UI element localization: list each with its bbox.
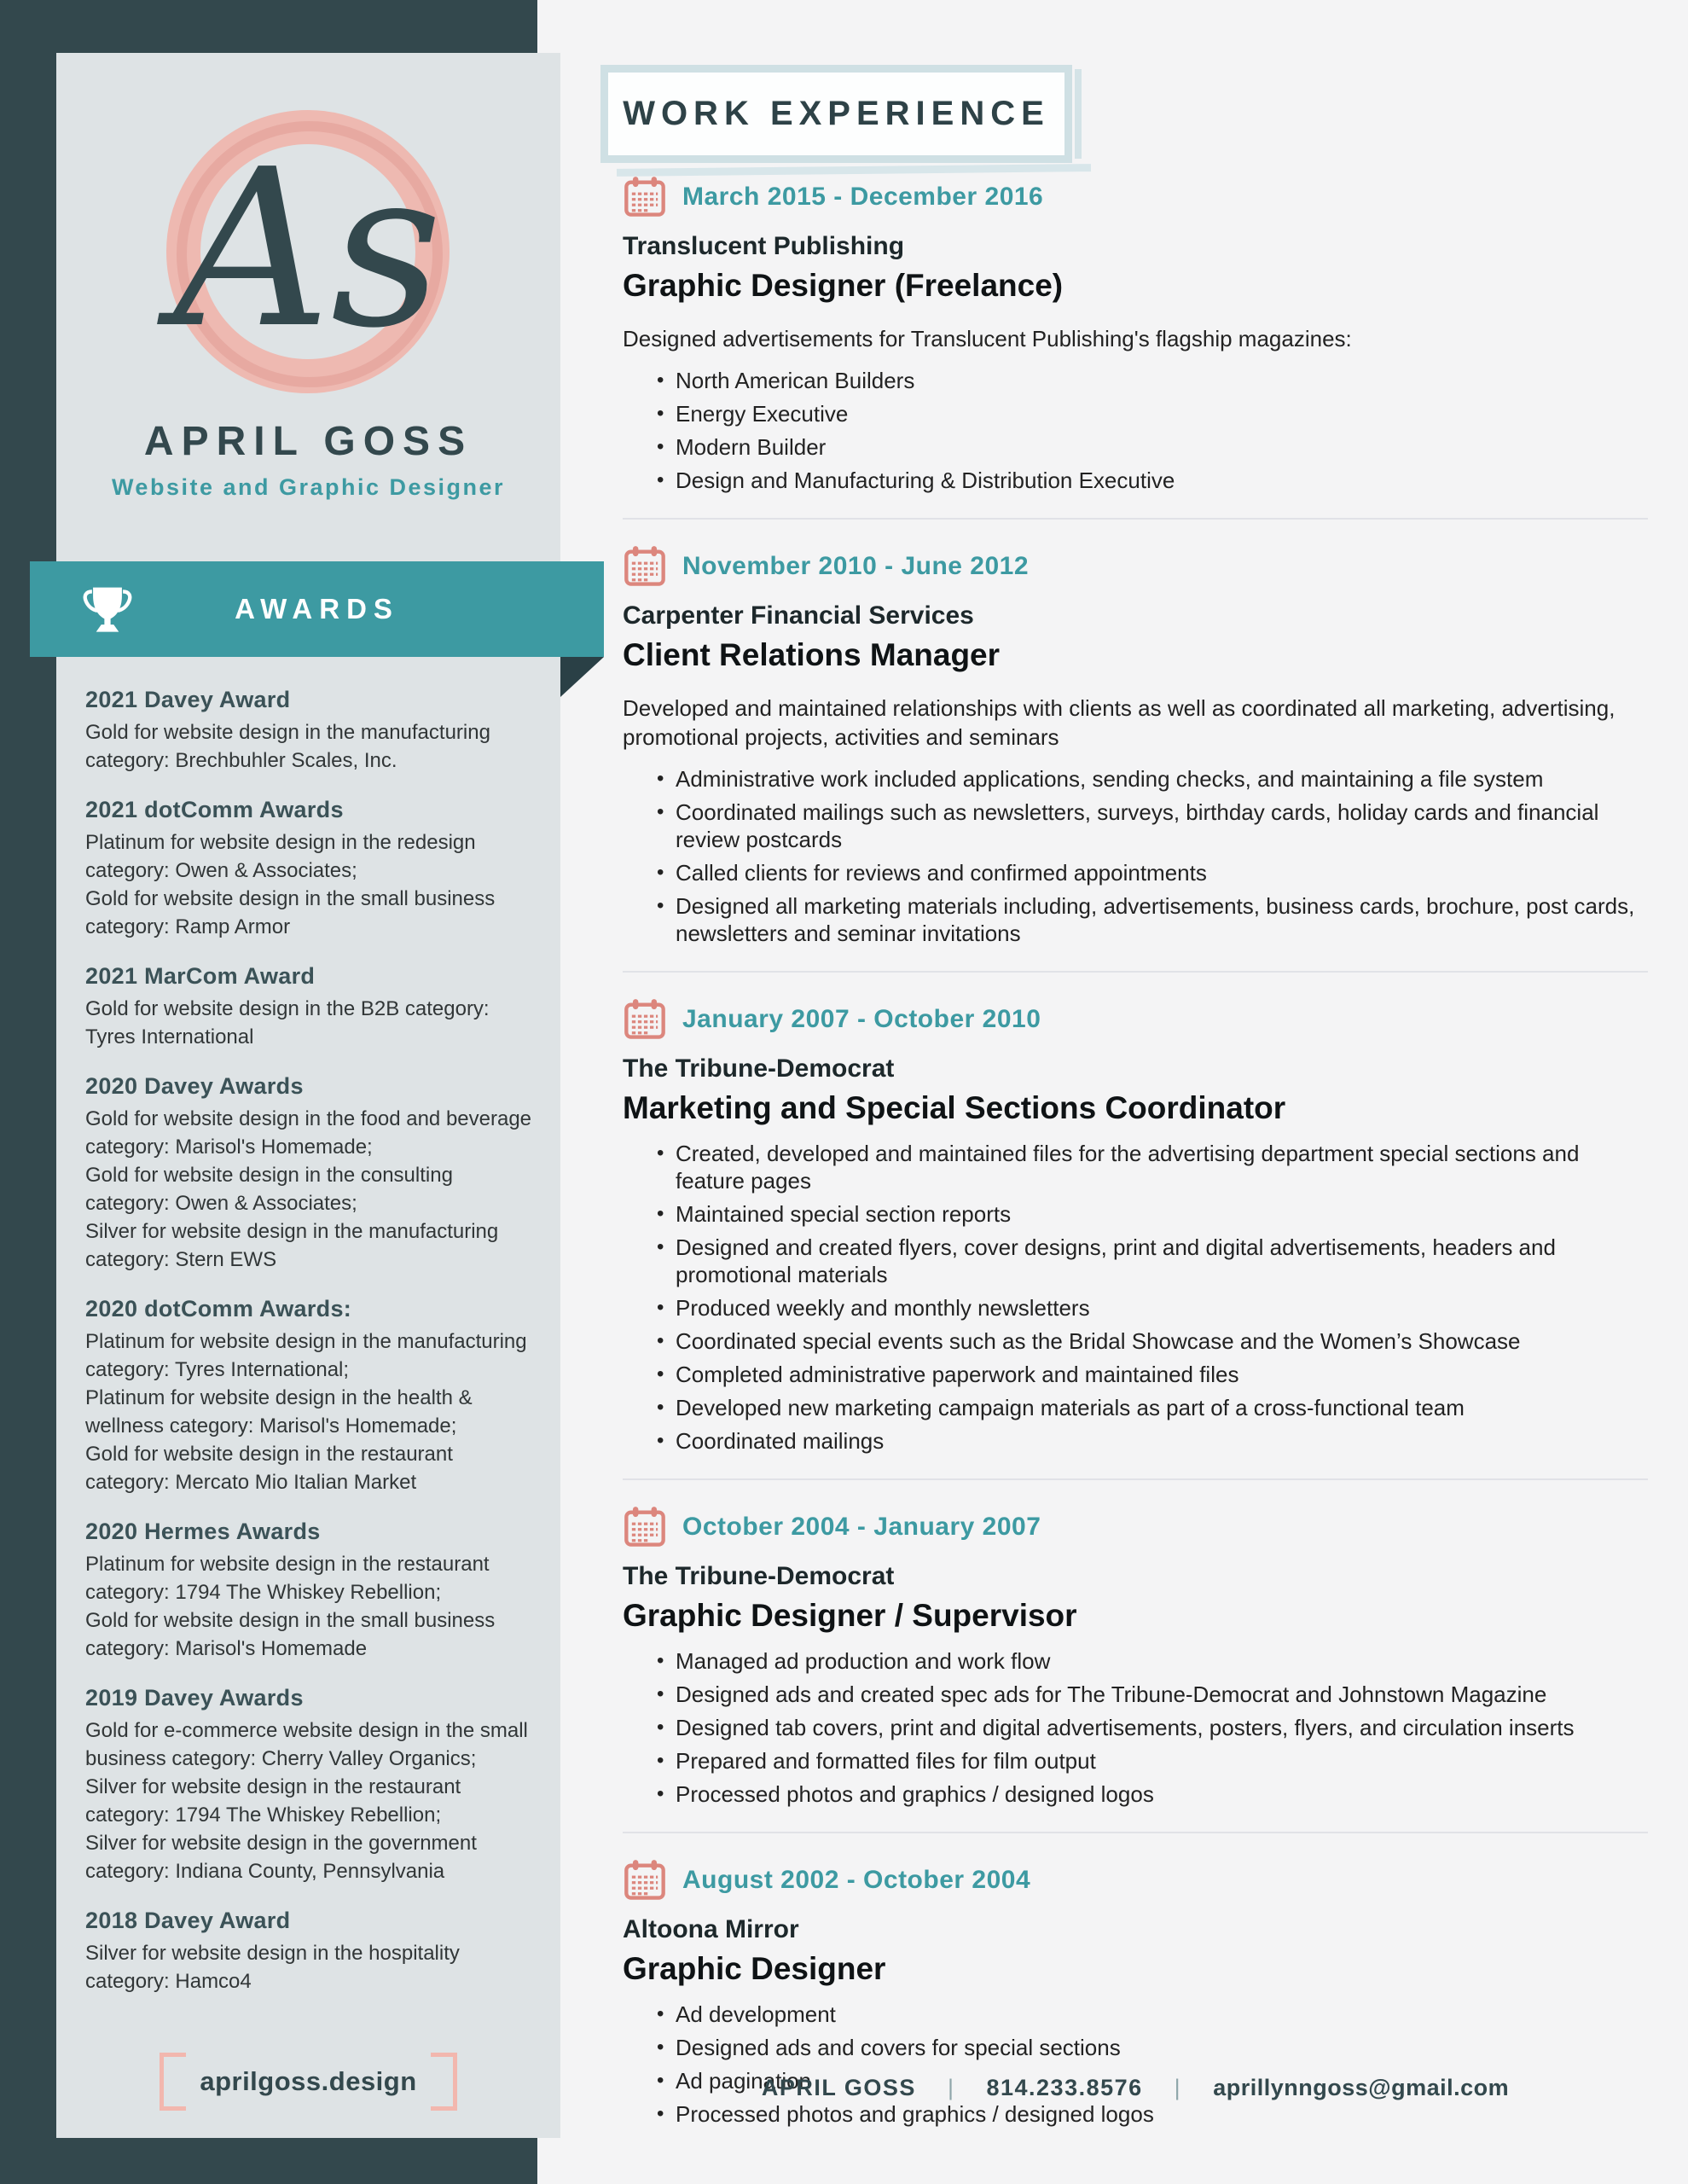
award-line: Gold for website design in the restaurant category: Mercato Mio Italian Market [85,1443,453,1494]
award-lines [85,1327,538,1496]
bullet-item: • Ad pagination [676,2067,1648,2094]
bullet-item: • Coordinated mailings [676,1427,1648,1455]
website-badge[interactable] [56,2053,560,2111]
job-title: Graphic Designer (Freelance) [623,268,1064,303]
work-experience-header [600,65,1072,163]
award-item [85,1908,538,1995]
badge-right-bracket-icon [431,2053,457,2111]
calendar-icon [623,545,667,588]
award-lines [85,1550,538,1663]
monogram-logo [125,77,491,435]
award-title: 2019 Davey Awards [85,1685,304,1711]
bullet-item: • Modern Builder [676,433,1648,461]
job-bullets [623,1140,1648,1455]
frame-top [0,0,537,53]
job-date-row [623,545,1648,588]
job-title: Graphic Designer [623,1951,886,1986]
job-bullets [623,1647,1648,1808]
award-title: 2020 Hermes Awards [85,1519,321,1544]
award-title: 2021 Davey Award [85,687,291,712]
footer-contact [623,2075,1648,2101]
bullet-item: • Ad development [676,2001,1648,2028]
award-line: Gold for website design in the manufacturing category: Brechbuhler Scales, Inc. [85,721,490,772]
job-dates: March 2015 - December 2016 [682,183,1044,211]
job-company: Altoona Mirror [623,1915,799,1943]
bullet-item: • Energy Executive [676,400,1648,427]
bullet-item: • Processed photos and graphics / designed logos [676,1780,1648,1808]
award-lines [85,718,538,775]
awards-list [85,687,538,2018]
frame-bottom [0,2138,537,2184]
job-entry [623,518,1648,947]
bullet-item: • Designed tab covers, print and digital advertisements, posters, flyers, and circulation inserts [676,1714,1648,1741]
award-item [85,1296,538,1496]
bullet-item: • Administrative work included applications, sending checks, and maintaining a file system [676,765,1648,793]
award-item [85,1073,538,1274]
section-title: WORK EXPERIENCE [623,95,1050,132]
bullet-item: • Coordinated special events such as the Bridal Showcase and the Women’s Showcase [676,1327,1648,1355]
awards-banner [30,561,604,657]
award-lines [85,828,538,941]
work-experience-list [623,176,1648,2134]
footer-separator: | [1174,2075,1182,2100]
bullet-item: • Completed administrative paperwork and maintained files [676,1361,1648,1388]
job-company: The Tribune-Democrat [623,1054,895,1083]
calendar-icon [623,1859,667,1902]
bullet-item: • Designed all marketing materials including, advertisements, business cards, brochure, post cards, newsletters and seminar invitations [676,892,1648,947]
bullet-item: • Maintained special section reports [676,1200,1648,1228]
award-lines [85,995,538,1051]
calendar-icon [623,998,667,1041]
job-date-row [623,998,1648,1041]
awards-banner-fold [560,657,604,697]
job-dates: November 2010 - June 2012 [682,552,1030,580]
job-intro: Developed and maintained relationships with clients as well as coordinated all marketing, advertising, promotional projects, activities and seminars [623,695,1615,750]
calendar-icon [623,176,667,218]
bullet-item: • Developed new marketing campaign materials as part of a cross-functional team [676,1394,1648,1421]
job-bullets [623,367,1648,494]
awards-title: AWARDS [235,593,399,624]
sidebar [56,53,560,2138]
award-title: 2020 dotComm Awards: [85,1296,352,1321]
award-title: 2018 Davey Award [85,1908,291,1933]
job-title: Client Relations Manager [623,637,1001,672]
award-item [85,963,538,1051]
job-entry [623,1478,1648,1808]
bullet-item: • Prepared and formatted files for film output [676,1747,1648,1774]
bullet-item: • Called clients for reviews and confirmed appointments [676,859,1648,886]
bullet-item: • Designed ads and covers for special sections [676,2034,1648,2061]
footer-email[interactable]: aprillynngoss@gmail.com [1213,2075,1510,2100]
job-date-row [623,1859,1648,1902]
award-line: Gold for website design in the small business category: Marisol's Homemade [85,1609,496,1660]
job-date-row [623,176,1648,218]
award-lines [85,1716,538,1885]
job-company: Translucent Publishing [623,232,905,260]
footer-separator: | [947,2075,955,2100]
job-dates: October 2004 - January 2007 [682,1513,1041,1541]
bullet-item: • Design and Manufacturing & Distribution Executive [676,467,1648,494]
award-line: Gold for website design in the food and beverage category: Marisol's Homemade; [85,1107,532,1159]
award-line: Gold for website design in the consulting category: Owen & Associates; [85,1164,453,1215]
award-item [85,1519,538,1663]
person-name: APRIL GOSS [143,419,473,464]
logo-monogram-text: As [173,123,443,376]
award-line: Platinum for website design in the redesign category: Owen & Associates; [85,831,476,882]
award-line: Silver for website design in the manufacturing category: Stern EWS [85,1220,499,1271]
website-url[interactable]: aprilgoss.design [200,2066,417,2096]
award-item [85,687,538,775]
award-lines [85,1939,538,1995]
award-line: Silver for website design in the hospitality category: Hamco4 [85,1942,460,1993]
bullet-item: • Designed and created flyers, cover designs, print and digital advertisements, headers and promotional materials [676,1234,1648,1288]
award-line: Gold for website design in the B2B category: Tyres International [85,997,490,1048]
bullet-item: • North American Builders [676,367,1648,394]
award-line: Silver for website design in the government category: Indiana County, Pennsylvania [85,1832,477,1883]
calendar-icon [623,1506,667,1548]
bullet-item: • Coordinated mailings such as newsletters, surveys, birthday cards, holiday cards and financial review postcards [676,799,1648,853]
award-line: Silver for website design in the restaurant category: 1794 The Whiskey Rebellion; [85,1775,461,1827]
award-item [85,1685,538,1885]
award-title: 2021 dotComm Awards [85,797,344,822]
bullet-item: • Produced weekly and monthly newsletters [676,1294,1648,1321]
bullet-item: • Processed photos and graphics / designed logos [676,2100,1648,2128]
job-bullets [623,765,1648,947]
bullet-item: • Created, developed and maintained files for the advertising department special sections and feature pages [676,1140,1648,1194]
job-intro: Designed advertisements for Translucent Publishing's flagship magazines: [623,326,1352,351]
award-title: 2020 Davey Awards [85,1073,304,1099]
award-title: 2021 MarCom Award [85,963,316,989]
award-item [85,797,538,941]
footer-phone: 814.233.8576 [986,2075,1143,2100]
job-entry [623,176,1648,494]
award-line: Platinum for website design in the restaurant category: 1794 The Whiskey Rebellion; [85,1553,490,1604]
award-line: Platinum for website design in the health & wellness category: Marisol's Homemade; [85,1386,473,1438]
award-lines [85,1105,538,1274]
bullet-item: • Managed ad production and work flow [676,1647,1648,1675]
footer-name: APRIL GOSS [761,2075,916,2100]
job-bullets [623,2001,1648,2128]
job-date-row [623,1506,1648,1548]
job-dates: January 2007 - October 2010 [682,1005,1041,1033]
job-title: Marketing and Special Sections Coordinator [623,1090,1286,1125]
badge-left-bracket-icon [160,2053,186,2111]
award-line: Gold for e-commerce website design in the small business category: Cherry Valley Organics; [85,1719,528,1770]
job-title: Graphic Designer / Supervisor [623,1598,1077,1633]
job-company: The Tribune-Democrat [623,1562,895,1590]
job-entry [623,971,1648,1455]
job-company: Carpenter Financial Services [623,601,974,630]
frame-left [0,0,56,2184]
person-role: Website and Graphic Designer [111,474,506,500]
bullet-item: • Designed ads and created spec ads for The Tribune-Democrat and Johnstown Magazine [676,1681,1648,1708]
award-line: Platinum for website design in the manufacturing category: Tyres International; [85,1330,527,1381]
award-line: Gold for website design in the small business category: Ramp Armor [85,887,496,938]
job-dates: August 2002 - October 2004 [682,1866,1031,1894]
